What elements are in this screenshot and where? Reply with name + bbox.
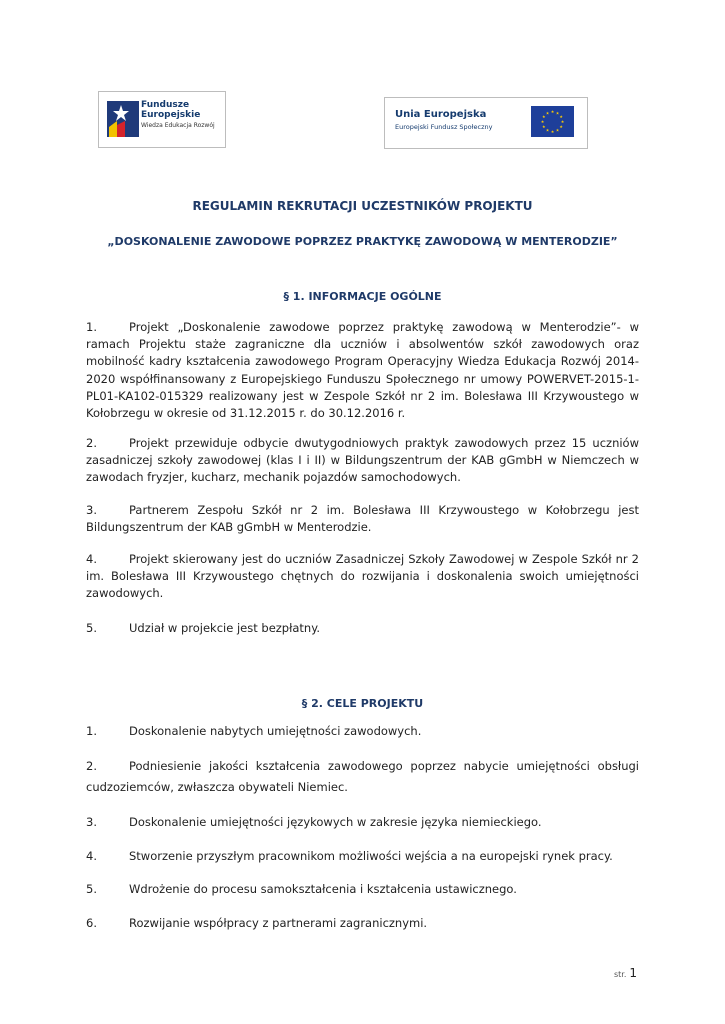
section1-heading: § 1. INFORMACJE OGÓLNE — [283, 290, 442, 303]
eu-flag-icon — [531, 106, 574, 137]
item-number: 4. — [86, 849, 97, 863]
section1-item — [86, 435, 639, 487]
section2-item — [86, 849, 613, 863]
item-text: Wdrożenie do procesu samokształcenia i kształcenia ustawicznego. — [129, 882, 517, 896]
item-number: 4. — [86, 552, 97, 566]
item-text: Doskonalenie nabytych umiejętności zawodowych. — [129, 724, 422, 738]
section2-item — [86, 724, 421, 738]
ue-logo-line1: Unia Europejska — [395, 109, 487, 120]
fundusze-europejskie-logo — [98, 91, 226, 148]
item-text: Partnerem Zespołu Szkół nr 2 im. Bolesława III Krzywoustego w Kołobrzegu jest Bildungszentrum der KAB gGmbH w Menterodzie. — [86, 503, 639, 535]
item-text: Stworzenie przyszłym pracownikom możliwości wejścia a na europejski rynek pracy. — [129, 849, 613, 863]
section2-item — [86, 882, 517, 896]
svg-text:★: ★ — [559, 114, 563, 119]
item-text: Projekt „Doskonalenie zawodowe poprzez praktykę zawodową w Menterodzie”- w ramach Projektu staże zagraniczne dla uczniów i absolwentów szkół zawodowych oraz mobilność kadry kształcenia zawodowego Program Operacyjny Wiedza Edukacja Rozwój 2014-2020 współfinansowany z Europejskiego Funduszu Społecznego nr umowy POWERVET-2015-1-PL01-KA102-015329 realizowany jest w Zespole Szkół nr 2 im. Bolesława III Krzywoustego w Kołobrzegu w okresie od 31.12.2015 r. do 30.12.2016 r. — [86, 320, 639, 421]
page-number: 1 — [629, 966, 637, 980]
section1-item — [86, 319, 639, 422]
svg-text:★: ★ — [560, 119, 565, 124]
svg-text:★: ★ — [545, 127, 550, 133]
page-label: str. — [613, 970, 627, 979]
svg-text:★: ★ — [555, 110, 560, 116]
svg-text:★: ★ — [559, 124, 563, 129]
item-text: Projekt skierowany jest do uczniów Zasadniczej Szkoły Zawodowej w Zespole Szkół nr 2 im. Bolesława III Krzywoustego chętnych do rozwijania i doskonalenia swoich umiejętności zawodowych. — [86, 552, 639, 601]
svg-text:★: ★ — [550, 129, 555, 134]
item-number: 5. — [86, 621, 97, 635]
section2-item — [86, 756, 639, 798]
item-text: Podniesienie jakości kształcenia zawodowego poprzez nabycie umiejętności obsługi cudzoziemców, zwłaszcza obywateli Niemiec. — [86, 759, 639, 794]
item-text: Projekt przewiduje odbycie dwutygodniowych praktyk zawodowych przez 15 uczniów zasadniczej szkoły zawodowej (klas I i II) w Bildungszentrum der KAB gGmbH w Niemczech w zawodach fryzjer, kucharz, mechanik pojazdów samochodowych. — [86, 436, 639, 485]
fe-logo-line3: Wiedza Edukacja Rozwój — [141, 122, 215, 129]
fe-logo-line2: Europejskie — [141, 110, 201, 120]
unia-europejska-logo — [384, 97, 588, 149]
item-number: 6. — [86, 916, 97, 930]
svg-text:★: ★ — [542, 114, 546, 119]
section1-item — [86, 502, 639, 536]
ue-logo-line2: Europejski Fundusz Społeczny — [395, 123, 493, 131]
item-number: 1. — [86, 320, 97, 334]
item-number: 3. — [86, 503, 97, 517]
svg-text:★: ★ — [550, 109, 555, 114]
item-number: 3. — [86, 815, 97, 829]
item-text: Udział w projekcie jest bezpłatny. — [129, 621, 321, 635]
document-subtitle: „DOSKONALENIE ZAWODOWE POPRZEZ PRAKTYKĘ ZAWODOWĄ W MENTERODZIE” — [107, 235, 618, 248]
item-text: Doskonalenie umiejętności językowych w zakresie języka niemieckiego. — [129, 815, 542, 829]
section1-item — [86, 551, 639, 603]
fundusze-europejskie-emblem-icon — [107, 101, 139, 137]
item-text: Rozwijanie współpracy z partnerami zagranicznymi. — [129, 916, 428, 930]
section1-item — [86, 620, 639, 637]
section2-item — [86, 916, 427, 930]
svg-text:★: ★ — [555, 127, 560, 133]
item-number: 1. — [86, 724, 97, 738]
section2-item — [86, 815, 542, 829]
section2-heading: § 2. CELE PROJEKTU — [301, 697, 424, 710]
document-title: REGULAMIN REKRUTACJI UCZESTNIKÓW PROJEKTU — [192, 199, 533, 213]
page-footer — [614, 966, 637, 980]
item-number: 5. — [86, 882, 97, 896]
fe-logo-line1: Fundusze — [141, 100, 190, 110]
item-number: 2. — [86, 436, 97, 450]
item-number: 2. — [86, 759, 97, 773]
svg-text:★: ★ — [545, 110, 550, 116]
svg-text:★: ★ — [542, 124, 546, 129]
svg-text:★: ★ — [540, 119, 545, 124]
